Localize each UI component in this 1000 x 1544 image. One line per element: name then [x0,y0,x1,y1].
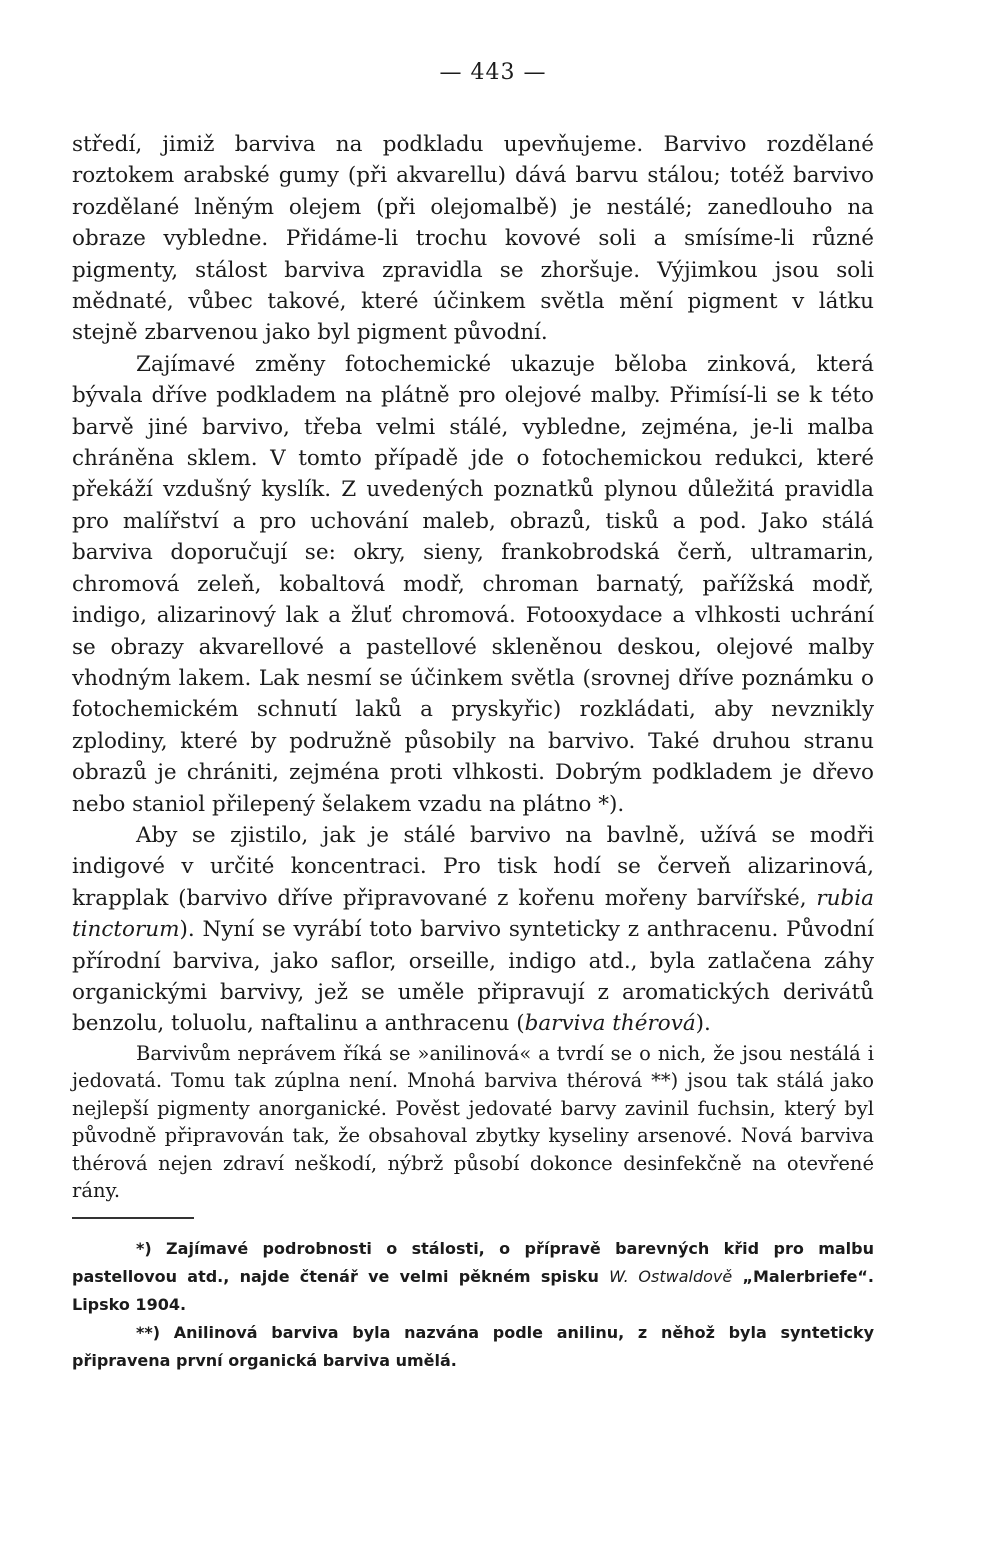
footnote-text: „Malerbriefe“. Lipsko 1904. [72,1266,875,1314]
italic-term: rubia tinctorum [72,885,874,943]
footnote-text: *) Zajímavé podrobnosti o stálosti, o přípravě barevných křid pro malbu pastellovou atd., najde čtenář ve velmi pěkném spisku [72,1238,874,1286]
italic-term: barviva thérová [524,1011,696,1037]
footnote-author: W. Ostwaldově [609,1266,733,1286]
footnote-2: **) Anilinová barviva byla nazvána podle anilinu, z něhož byla synteticky připravena první organická barviva umělá. [72,1322,874,1370]
paragraph-text: ). Nyní se vyrábí toto barvivo synteticky z anthracenu. Původní přírodní barviva, jako saflor, orseille, indigo atd., byla zatlačena záhy organickými barvivy, jež se uměle připravují z aromatických derivátů benzolu, toluolu, naftalinu a anthracenu ( [72,917,874,1037]
footnote-divider [72,1217,194,1219]
paragraph-aniline-dyes: Barvivům neprávem říká se »anilinová« a tvrdí se o nich, že jsou nestálá i jedovatá. Tomu tak zúplna není. Mnohá barviva thérová **) jsou tak stálá jako nejlepší pigmenty anorganické. Pověst jedovaté barvy zavinil fuchsin, který byl původně připravován tak, že obsahoval zbytky kyseliny arsenové. Nová barviva thérová nejen zdraví neškodí, nýbrž působí dokonce desinfekčně na otevřené rány. [72,1041,874,1203]
page-number: — 443 — [439,60,547,85]
paragraph-continuation: středí, jimiž barviva na podkladu upevňujeme. Barvivo rozdělané roztokem arabské gumy (při akvarellu) dává barvu stálou; totéž barvivo rozdělané lněným olejem (při olejomalbě) je nestálé; zanedlouho na obraze vybledne. Přidáme-li trochu kovové soli a smísíme-li různé pigmenty, stálost barviva zpravidla se zhoršuje. Výjimkou jsou soli mědnaté, vůbec takové, které účinkem světla mění pigment v látku stejně zbarvenou jako byl pigment původní. [72,132,874,346]
paragraph-zinc-white: Zajímavé změny fotochemické ukazuje běloba zinková, která bývala dříve podkladem na plátně pro olejové malby. Přimísí-li se k této barvě jiné barvivo, třeba velmi stálé, vybledne, zejména, je-li malba chráněna sklem. V tomto případě jde o fotochemickou redukci, které překáží vzdušný kyslík. Z uvedených poznatků plynou důležitá pravidla pro malířství a pro uchování maleb, obrazů, tisků a pod. Jako stálá barviva doporučují se: okry, sieny, frankobrodská čerň, ultramarin, chromová zeleň, kobaltová modř, chroman barnatý, pařížská modř, indigo, alizarinový lak a žluť chromová. Fotooxydace a vlhkosti uchrání se obrazy akvarellové a pastellové skleněnou deskou, olejové malby vhodným lakem. Lak nesmí se účinkem světla (srovnej dříve poznámku o fotochemickém schnutí laků a pryskyřic) rozkládati, aby nevznikly zplodiny, které by podružně působily na barvivo. Také druhou stranu obrazů je chrániti, zejména proti vlhkosti. Dobrým podkladem je dřevo nebo staniol přilepený šelakem vzadu na plátno *). [72,351,874,817]
footnote-1 [72,1235,874,1319]
paragraph-dye-stability [72,820,874,1040]
paragraph-text: Aby se zjistilo, jak je stálé barvivo na bavlně, užívá se modři indigové v určité koncentraci. Pro tisk hodí se červeň alizarinová, krapplak (barvivo dříve připravované z kořenu mořeny barvířské, [72,822,874,911]
paragraph-text: ). [695,1011,711,1037]
